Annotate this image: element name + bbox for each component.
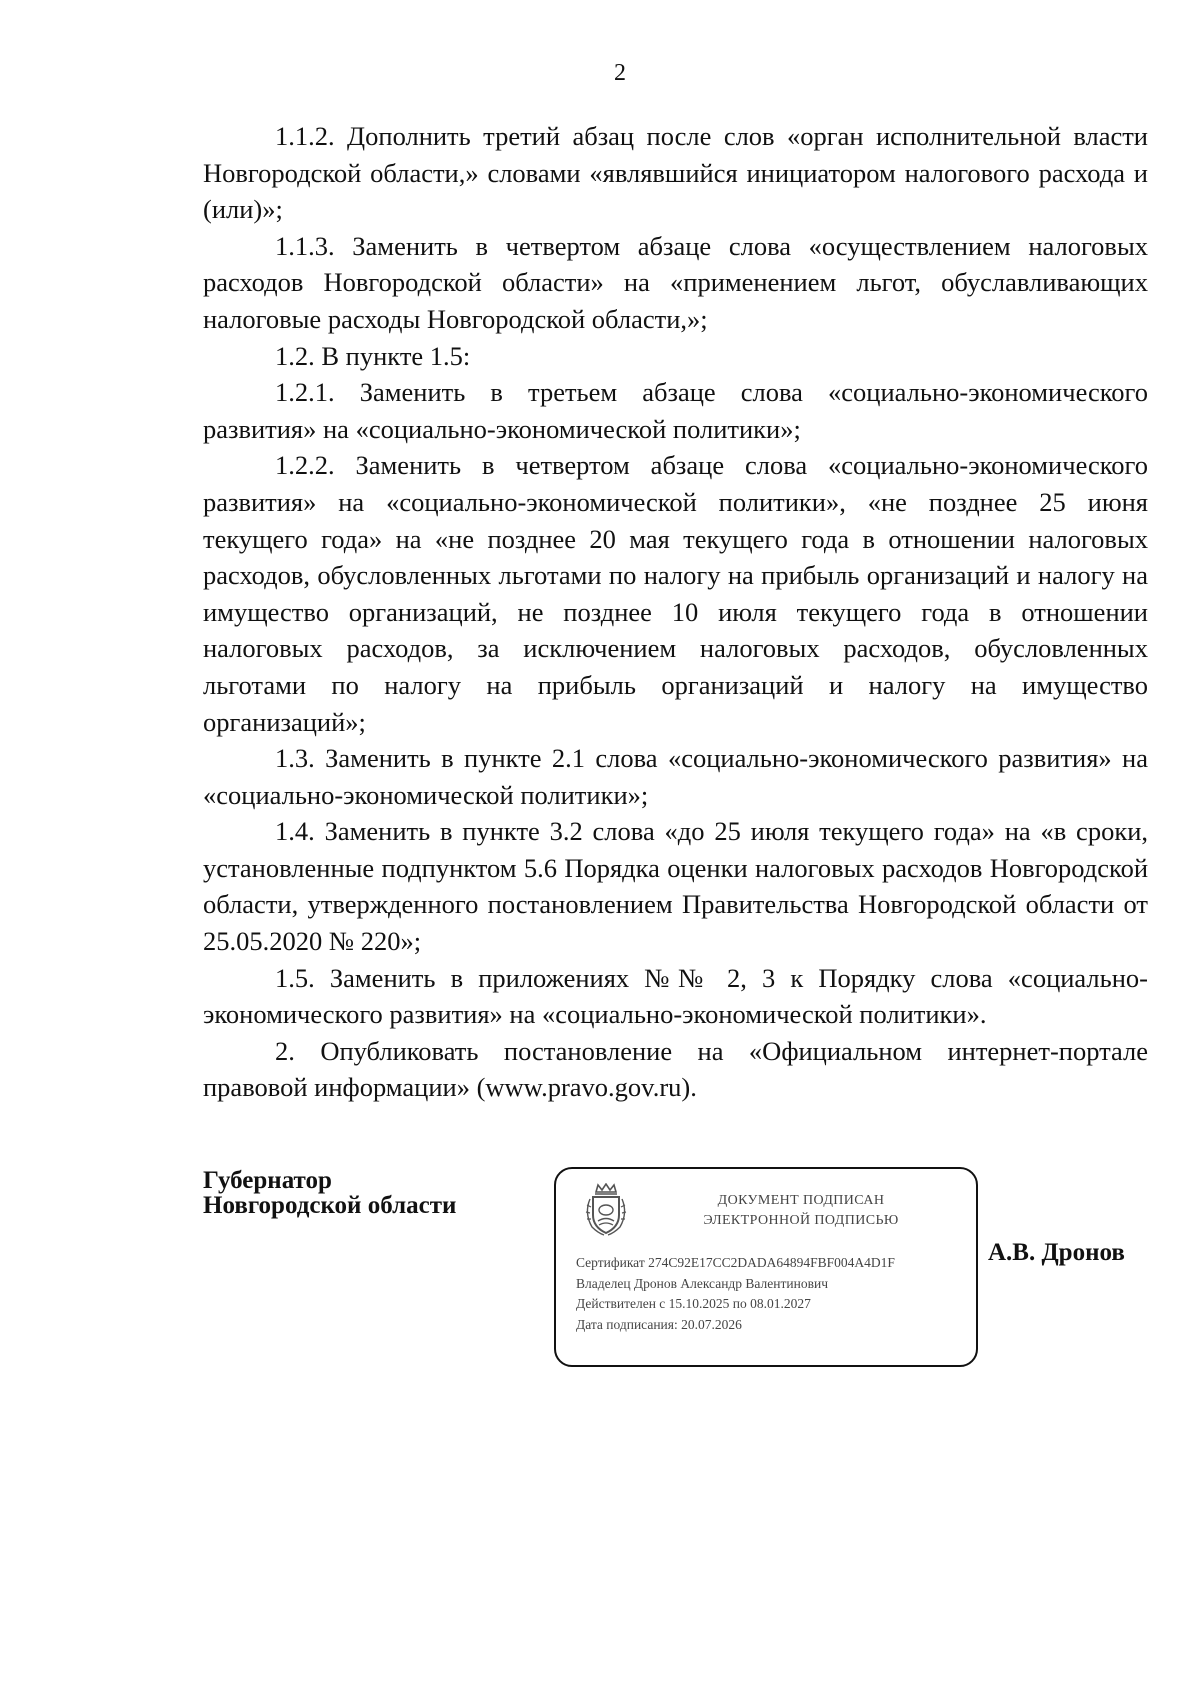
paragraph-1-5: 1.5. Заменить в приложениях №№ 2, 3 к Порядку слова «социально-экономического развития» на «социально-экономической политики». [203,962,1148,1030]
document-body [203,118,1148,1106]
electronic-signature-stamp [554,1167,978,1367]
stamp-certificate: Сертификат 274C92E17CC2DADA64894FBF004A4D1F [576,1255,895,1270]
paragraph-1-4: 1.4. Заменить в пункте 3.2 слова «до 25 июля текущего года» на «в сроки, установленные подпунктом 5.6 Порядка оценки налоговых расходов Новгородской области, утвержденного постановлением Правительства Новгородской области от 25.05.2020 № 220»; [203,816,1148,957]
stamp-details [576,1253,971,1335]
stamp-signing-date: Дата подписания: 20.07.2026 [576,1316,742,1332]
paragraph-2: 2. Опубликовать постановление на «Официальном интернет-портале правовой информации» (www.pravo.gov.ru). [203,1035,1148,1103]
paragraph-1-2-1: 1.2.1. Заменить в третьем абзаце слова «социально-экономического развития» на «социально-экономической политики»; [203,377,1148,444]
paragraph-1-1-2: 1.1.2. Дополнить третий абзац после слов «орган исполнительной власти Новгородской области,» словами «являвшийся инициатором налогового расхода и (или)»; [203,121,1148,225]
paragraph-1-2: 1.2. В пункте 1.5: [275,340,471,371]
signatory-name: А.В. Дронов [988,1239,1125,1266]
stamp-header [646,1191,956,1231]
coat-of-arms-icon [582,1183,630,1237]
stamp-validity: Действителен с 15.10.2025 по 08.01.2027 [576,1296,811,1311]
stamp-header-line2: ЭЛЕКТРОННОЙ ПОДПИСЬЮ [703,1213,899,1228]
paragraph-1-1-3: 1.1.3. Заменить в четвертом абзаце слова «осуществлением налоговых расходов Новгородской области» на «применением льгот, обуславливающих налоговые расходы Новгородской области,»; [203,230,1148,334]
signatory-position-line1: Губернатор [203,1167,332,1194]
stamp-owner: Владелец Дронов Александр Валентинович [576,1275,828,1291]
paragraph-1-3: 1.3. Заменить в пункте 2.1 слова «социально-экономического развития» на «социально-экономической политики»; [203,743,1148,810]
page-number: 2 [614,60,626,86]
signatory-position [203,1168,456,1218]
stamp-header-line1: ДОКУМЕНТ ПОДПИСАН [717,1193,885,1208]
paragraph-1-2-2: 1.2.2. Заменить в четвертом абзаце слова «социально-экономического развития» на «социально-экономической политики», «не позднее 25 июня текущего года» на «не позднее 20 мая текущего года в отношении налоговых расходов, обусловленных льготами по налогу на прибыль организаций и налогу на имущество организаций, не позднее 10 июля текущего года в отношении налоговых расходов, за исключением налоговых расходов, обусловленных льготами по налогу на прибыль организаций и налогу на имущество организаций»; [203,450,1148,737]
signatory-position-line2: Новгородской области [203,1192,457,1219]
